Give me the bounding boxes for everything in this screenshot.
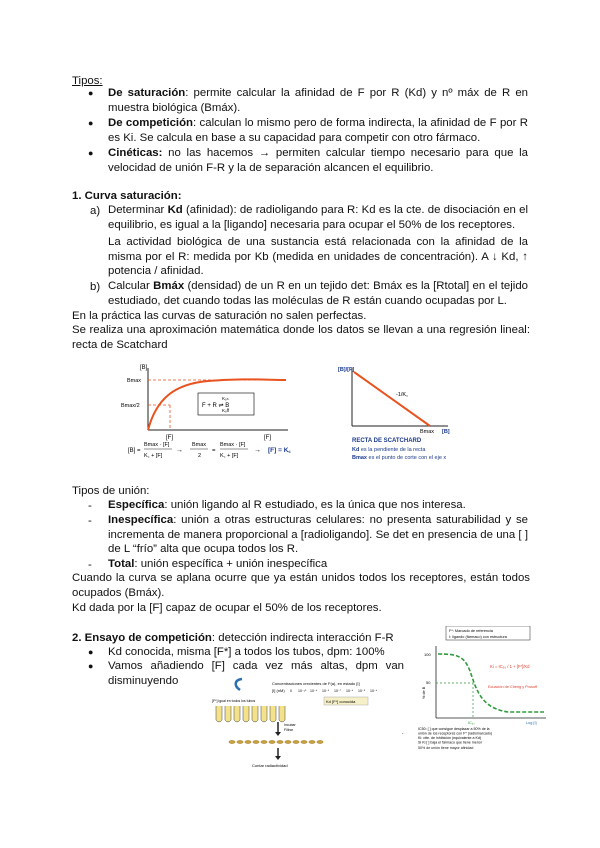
filter-disc [245,740,251,743]
intro-item-saturacion [108,86,528,115]
text: : calculan lo mismo pero de forma indirecta, la afinidad de F por R es Ki. Se calcula en base a su capacidad para competir con otro fármaco. [108,117,528,144]
scatchard-paragraph: Se realiza una aproximación matemática donde los datos se llevan a una regresión lineal: recta de Scatchard [72,324,530,351]
term: De saturación [108,87,186,99]
test-tube [216,706,222,722]
types-heading: Tipos: [72,75,103,87]
text: : unión específica + unión inespecífica [134,558,328,570]
formula-result: [F] = K꜀ [268,447,291,454]
conc-value: 10⁻⁵ [358,689,366,693]
arrow-icon: → [176,447,183,454]
kd-paragraph [108,203,528,232]
filter-disc [309,740,315,743]
scatchard-note-1 [352,447,426,453]
tube-body [234,706,240,722]
tube-body [270,706,276,722]
bullet-dot: ● [88,661,94,671]
term: Bmax [352,455,367,461]
section-2-title [72,631,394,645]
slope-label: -1/K꜀ [396,392,408,398]
intro-item-competicion [108,116,528,145]
scatchard-title: RECTA DE SCATCHARD [352,438,422,444]
term: Cinéticas: [108,147,163,159]
kd-tick: [F] [166,435,173,441]
union-paragraph-2: Kd dada por la [F] capaz de ocupar el 50% de los receptores. [72,602,382,614]
conc-value: 10⁻¹⁰ [298,689,307,693]
period-mark: . [402,730,404,736]
bullet-dot: ● [88,118,94,128]
formula-mid-den: 2 [198,453,202,459]
bullet-dot: ● [88,148,94,158]
tube-body [216,706,222,722]
scatchard-figure [338,362,468,472]
ki-note: Ecuación de Cheng y Prusoff [488,685,538,689]
formula-den: K꜀ + [F] [144,453,163,459]
filter-disc [237,740,243,743]
curved-arrow-icon [236,679,242,690]
formula-left: [B] = [128,448,141,454]
filter-disc [285,740,291,743]
test-tubes [216,706,285,722]
note-line-5: 50% de unión tiene mayor afinidad [418,746,474,750]
text: es el punto de corte con el eje x [366,455,447,461]
y-axis-label: [B] [140,365,148,371]
conc-value: 10⁻⁸ [322,689,330,693]
competition-bullet-2: Vamos añadiendo [F] cada vez más altas, dpm van disminuyendo [108,660,404,687]
filter-discs [229,740,323,743]
term: Bmáx [153,280,185,292]
saturation-formula [128,436,318,464]
ic50-label: IC₅₀ [468,721,475,725]
text: : unión ligando al R estudiado, es la única que nos interesa. [164,499,466,511]
term: Kd [167,204,183,216]
intro-item-cineticas [108,146,528,175]
tube-body [261,706,267,722]
section-1-title: 1. Curva saturación: [72,190,182,202]
tube-body [225,706,231,722]
step-contar: Contar radiactividad [252,763,288,768]
koff-label: Kₒff [222,408,230,413]
text: : unión a otras estructuras celulares: no presenta saturabilidad y se incrementa de manera proporcional a [radioligando]. Se det en presencia de una [ ] de L “frío” alta que ocupa todos los R. [108,514,528,556]
dash-marker: - [88,515,92,527]
test-tube [279,706,285,722]
bullet-dot: ● [88,647,94,657]
kd-paragraph-2: La actividad biológica de una sustancia está relacionada con la afinidad de la misma por el R: medida por Kb (medida en unidades de concentración). A ↓ Kd, ↑ potencia / afinidad. [108,236,528,278]
bmax-half-tick: Bmax/2 [121,403,140,409]
conc-value: 10⁻⁷ [334,689,342,693]
competition-curve-figure [418,626,552,746]
legend-line-1: F*: Marcado de referencia [449,629,493,633]
formula-mid-num: Bmax [192,442,207,448]
y-axis-label: % de B [422,686,426,699]
union-item-total [108,557,528,572]
test-tube [261,706,267,722]
reaction-equation: F + R ⇌ B [202,403,230,409]
test-tube [234,706,240,722]
concentration-row-label: [I] (nM) [272,688,285,693]
arrowhead [275,756,281,760]
scatchard-note-2 [352,455,446,461]
equals-sign: = [212,448,216,454]
ki-equation: Ki = IC₅₀ / 1 + [F*]/Kd [490,664,530,669]
kon-label: Kₒₙ [222,396,229,401]
union-item-especifica [108,498,528,513]
note-line-1: IC50: [ ] que consigue desplazar a 50% de la [418,727,490,731]
concentration-header: Concentraciones crecientes de F(a), en estado [I] [272,681,360,686]
filter-disc [293,740,299,743]
formula-r-den: K꜀ + [F] [220,453,239,459]
x-axis-label: Log [I] [526,721,537,725]
dash-marker: - [88,500,92,512]
term: Específica [108,499,165,511]
kd-box-label: Kd [F*] conocida [326,699,356,704]
formula-num: Bmax · [F] [144,442,170,448]
arrowhead [275,732,281,736]
bmax-label: Bmax [420,429,435,435]
text: Calcular [108,280,154,292]
text: es la pendiente de la recta [359,447,426,453]
note-line-3: Ki: ctte. de inhibición (equivalente a Kd) [418,736,482,740]
conc-value: 0 [290,689,292,693]
text: : permite calcular la afinidad de F por R (Kd) y nº máx de R en muestra biológica (Bmáx). [108,87,528,114]
bullet-dot: ● [88,88,94,98]
filter-disc [301,740,307,743]
y-axis-label: [B]/[F] [338,367,355,373]
filter-disc [269,740,275,743]
concentration-values [290,689,378,693]
x-axis-label: [B] [442,429,450,435]
test-tube [270,706,276,722]
step-incubar: Incubar [284,723,296,727]
union-paragraph-1: Cuando la curva se aplana ocurre que ya están unidos todos los receptores, están todos ocupados (Bmáx). [72,572,530,599]
conc-value: 10⁻⁴ [370,689,378,693]
text: (afinidad): de radioligando para R: Kd es la cte. de disociación en el equilibrio, es igual a la [ligando] necesaria para ocupar el 50% de los receptores. [108,204,528,231]
arrow-icon: → [254,447,261,454]
y-tick-50: 50 [426,680,431,685]
tube-body [243,706,249,722]
dash-marker: - [88,559,92,571]
text: Determinar [108,204,168,216]
filter-disc [229,740,235,743]
text: (densidad) de un R en un tejido det: Bmáx es la [Rtotal] en el tejido estudiado, det cuando todas las moléculas de R están cuando ocupadas por L. [108,280,528,307]
list-label-b: b) [90,281,101,293]
filter-disc [253,740,259,743]
step-filtrar: Filtrar [284,728,293,732]
term: Total [108,558,135,570]
union-heading: Tipos de unión: [72,485,150,497]
tube-body [279,706,285,722]
test-tube [243,706,249,722]
conc-value: 10⁻⁶ [346,689,354,693]
bmax-paragraph [108,279,528,308]
term: Inespecífica [108,514,174,526]
competition-bullet-1: Kd conocida, misma [F*] a todos los tubos, dpm: 100% [108,646,385,658]
bmax-tick: Bmax [127,378,142,384]
legend-line-2: I: ligando (fármaco) con estructura [449,635,507,639]
x-axis-label: [F] [264,435,271,441]
formula-r-num: Bmax · [F] [220,442,246,448]
practice-paragraph: En la práctica las curvas de saturación no salen perfectas. [72,310,367,322]
term: 2. Ensayo de competición [72,632,212,644]
text: : detección indirecta interacción F-R [211,632,394,644]
note-line-4: Si Ki [ ] baja el fármaco que tiene menor [418,740,482,745]
test-tube [225,706,231,722]
text: no las hacemos → permiten calcular tiempo necesario para que la velocidad de unión F-R y la de separación alcancen el equilibrio. [108,147,528,174]
union-item-inespecifica [108,513,528,557]
tube-body [252,706,258,722]
conc-value: 10⁻⁹ [310,689,318,693]
competition-assay-figure [212,676,412,768]
tubes-label: [F*] igual en todos los tubos [212,699,256,703]
note-line-2: unión de los receptores con F* (radiomarcado) [418,731,493,736]
y-tick-100: 100 [424,652,431,657]
test-tube [252,706,258,722]
scatchard-line [354,372,430,426]
list-label-a: a) [90,205,101,217]
filter-disc [277,740,283,743]
term: De competición [108,117,194,129]
filter-disc [261,740,267,743]
filter-disc [317,740,323,743]
term: Kd [352,447,360,453]
